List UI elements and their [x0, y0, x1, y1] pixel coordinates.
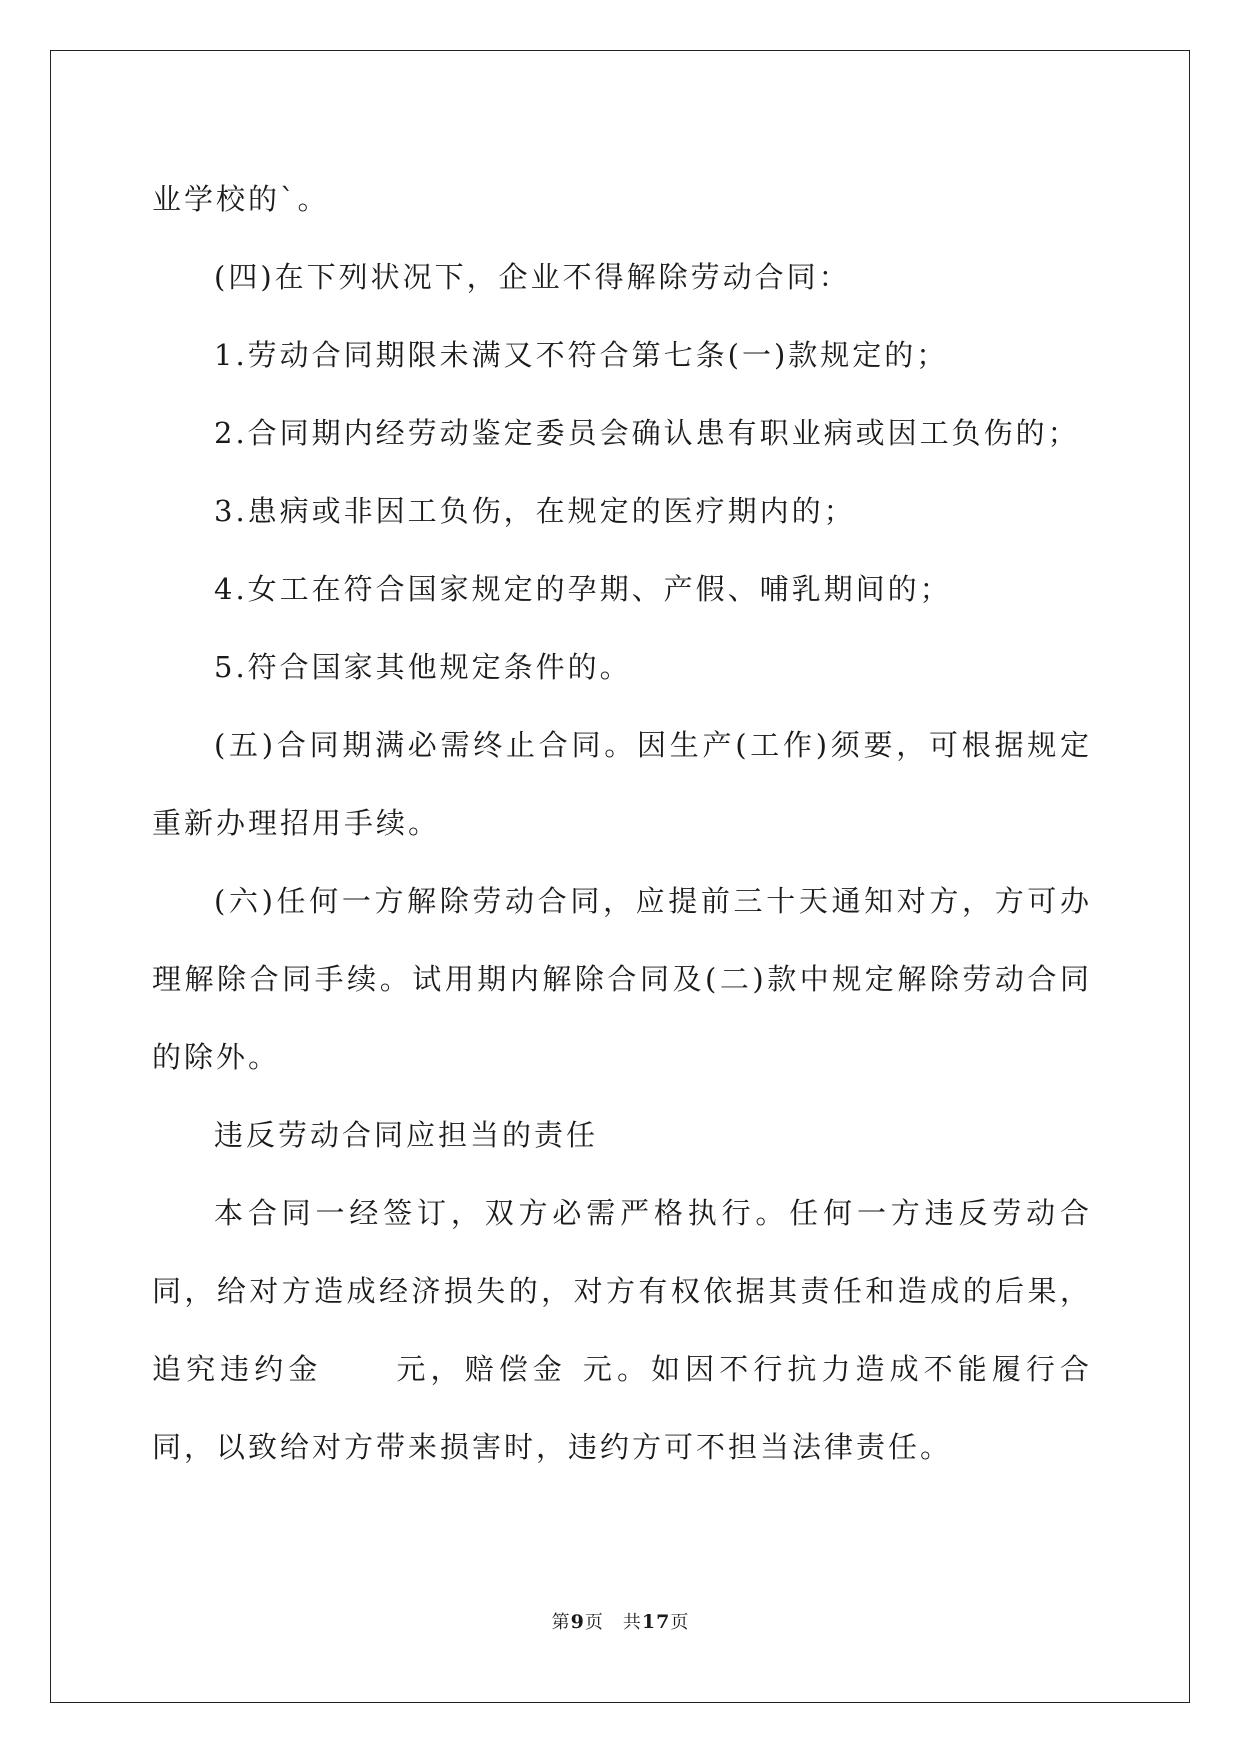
footer-middle: 页 共 [584, 1612, 642, 1633]
liability-text-part-1: 本合同一经签订，双方必需严格执行。任何一方违反劳动合同，给对方造成经济损失的，对方有权依据其责任和造成的后果，追究违约金 [152, 1196, 1092, 1386]
footer-total-pages: 17 [641, 1611, 671, 1633]
footer-suffix: 页 [670, 1612, 690, 1633]
liability-text-part-3: 元。如因不行抗力造成不能履行合同，以致给对方带来损害时，违约方可不担当法律责任。 [152, 1352, 1092, 1464]
paragraph-3: 1.劳动合同期限未满又不符合第七条(一)款规定的； [214, 338, 949, 372]
paragraph-1: 业学校的`。 [152, 182, 330, 216]
footer-prefix: 第 [551, 1612, 571, 1633]
document-body [152, 160, 1092, 1486]
paragraph-6: 4.女工在符合国家规定的孕期、产假、哺乳期间的； [214, 572, 952, 606]
paragraph-8: (五)合同期满必需终止合同。因生产(工作)须要，可根据规定重新办理招用手续。 [152, 728, 1092, 840]
paragraph-2: (四)在下列状况下，企业不得解除劳动合同： [214, 260, 851, 294]
liability-text-part-2: 元，赔偿金 [394, 1352, 567, 1386]
paragraph-7: 5.符合国家其他规定条件的。 [214, 650, 632, 684]
section-heading: 违反劳动合同应担当的责任 [214, 1118, 599, 1152]
footer-page-number: 9 [570, 1611, 585, 1633]
paragraph-9: (六)任何一方解除劳动合同，应提前三十天通知对方，方可办理解除合同手续。试用期内解除合同及(二)款中规定解除劳动合同的除外。 [152, 884, 1092, 1074]
paragraph-4: 2.合同期内经劳动鉴定委员会确认患有职业病或因工负伤的； [214, 416, 1080, 450]
page-footer [0, 1608, 1241, 1634]
paragraph-5: 3.患病或非因工负伤，在规定的医疗期内的； [214, 494, 856, 528]
paragraph-liability [152, 1174, 1092, 1486]
